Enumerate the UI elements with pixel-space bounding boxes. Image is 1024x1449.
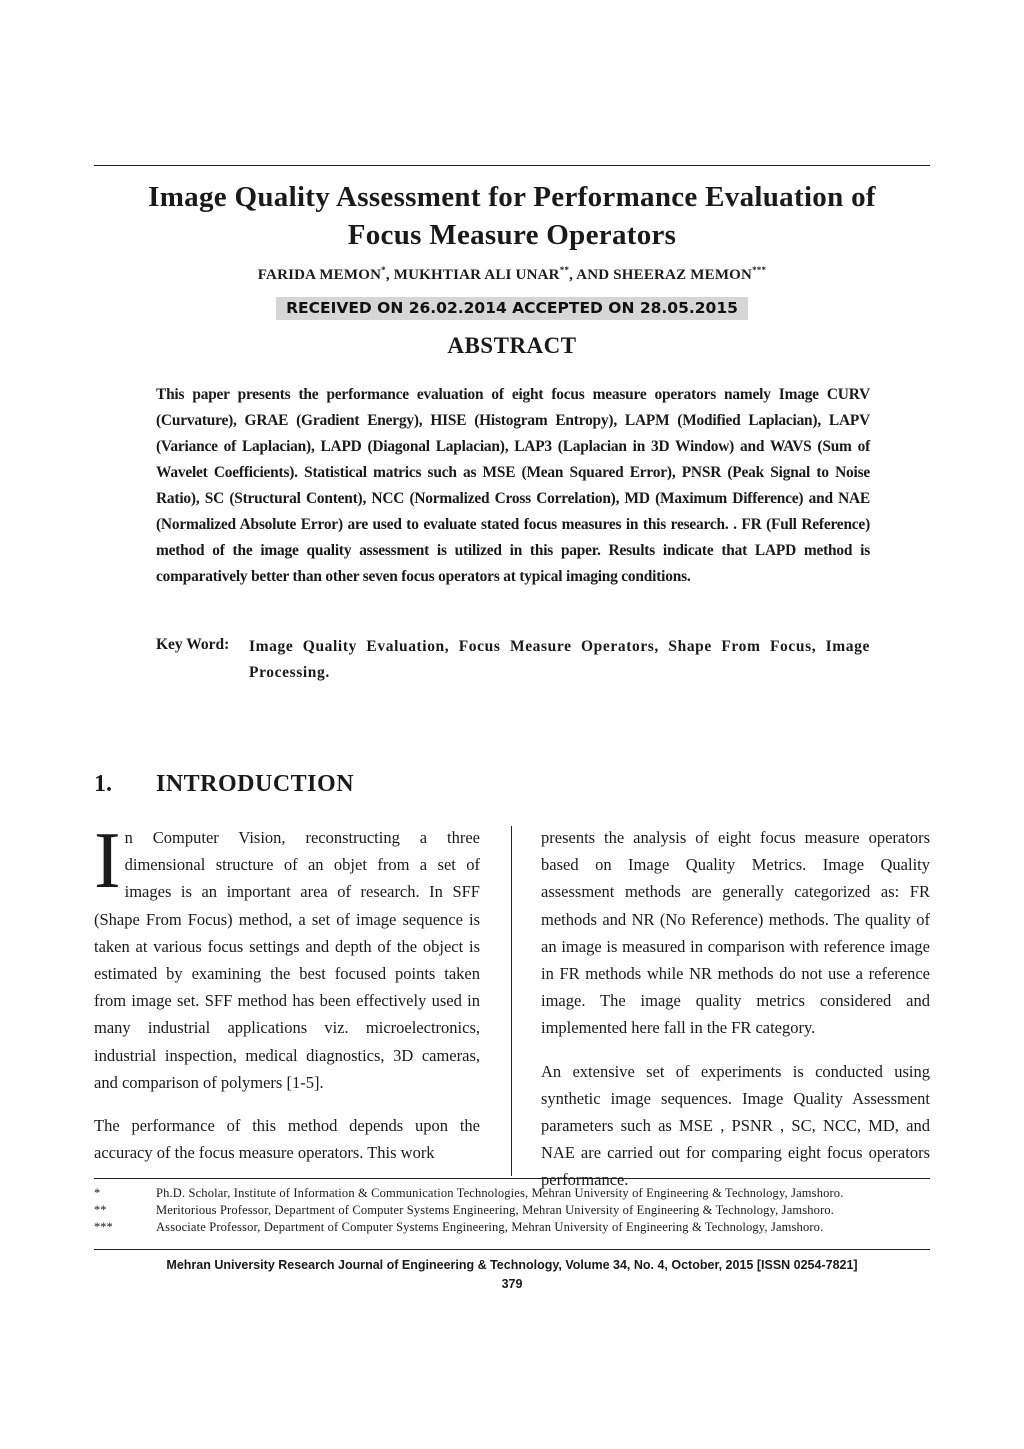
intro-paragraph: An extensive set of experiments is conducted using synthetic image sequences. Image Quality Assessment parameters such as MSE , PSNR , SC, NCC, MD, and NAE are carried out for comparing eight focus operators performance.: [541, 1061, 930, 1190]
footnotes: [94, 1185, 930, 1236]
footnote-text: Meritorious Professor, Department of Computer Systems Engineering, Mehran University of Engineering & Technology, Jamshoro.: [156, 1203, 835, 1217]
footnote-mark: ***: [94, 1220, 113, 1234]
author-list: [94, 265, 930, 284]
intro-paragraph: presents the analysis of eight focus measure operators based on Image Quality Metrics. Image Quality assessment methods are generally categorized as: FR methods and NR (No Reference) methods. The quality of an image is measured in comparison with reference image in FR methods while NR methods do not use a reference image. The image quality metrics considered and implemented here fall in the FR category.: [541, 828, 930, 1038]
intro-paragraph: The performance of this method depends upon the accuracy of the focus measure operators. This work: [94, 1116, 480, 1163]
author-separator: ,: [385, 267, 394, 283]
received-banner: [94, 297, 930, 320]
author-name: SHEERAZ MEMON: [613, 267, 753, 283]
footnote: [94, 1219, 930, 1236]
left-column: [94, 817, 480, 1166]
intro-paragraph: [94, 817, 480, 1096]
drop-cap: I: [94, 817, 121, 905]
paper-title: [94, 178, 930, 254]
author-mark: ***: [752, 265, 767, 275]
abstract-text: This paper presents the performance evaluation of eight focus measure operators namely Image CURV (Curvature), GRAE (Gradient Energy), HISE (Histogram Entropy), LAPM (Modified Laplacian), LAPV (Variance of Laplacian), LAPD (Diagonal Laplacian), LAP3 (Laplacian in 3D Window) and WAVS (Sum of Wavelet Coefficients). Statistical matrics such as MSE (Mean Squared Error), PNSR (Peak Signal to Noise Ratio), SC (Structural Content), NCC (Normalized Cross Correlation), MD (Maximum Difference) and NAE (Normalized Absolute Error) are used to evaluate stated focus measures in this research. . FR (Full Reference) method of the image quality assessment is utilized in this paper. Results indicate that LAPD method is comparatively better than other seven focus operators at typical imaging conditions.: [156, 386, 870, 585]
keywords-text: Image Quality Evaluation, Focus Measure Operators, Shape From Focus, Image Processing.: [249, 638, 870, 681]
right-column: [541, 824, 930, 1194]
title-line-2: Focus Measure Operators: [347, 219, 677, 251]
title-line-1: Image Quality Assessment for Performance Evaluation of: [148, 181, 876, 213]
author-name: FARIDA MEMON: [257, 267, 382, 283]
received-dates: RECEIVED ON 26.02.2014 ACCEPTED ON 28.05.2015: [276, 297, 748, 320]
top-rule: [94, 165, 930, 166]
keywords-label: Key Word:: [156, 636, 230, 653]
footnote: [94, 1185, 930, 1202]
author-mark: *: [381, 265, 386, 275]
page-number: 379: [501, 1277, 523, 1291]
column-divider: [511, 826, 512, 1176]
intro-paragraph-text: n Computer Vision, reconstructing a three dimensional structure of an objet from a set of images is an important area of research. In SFF (Shape From Focus) method, a set of image sequence is taken at various focus settings and depth of the object is estimated by examining the best focused points taken from image set. SFF method has been effectively used in many industrial applications viz. microelectronics, industrial inspection, medical diagnostics, 3D cameras, and comparison of polymers [1-5].: [94, 828, 480, 1092]
journal-citation: Mehran University Research Journal of Engineering & Technology, Volume 34, No. 4, October, 2015 [ISSN 0254-7821]: [166, 1258, 858, 1272]
footnote-mark: *: [94, 1186, 101, 1200]
author-separator: , AND: [569, 267, 614, 283]
section-title: INTRODUCTION: [156, 771, 355, 797]
abstract-heading: ABSTRACT: [447, 333, 577, 358]
footnote-text: Associate Professor, Department of Computer Systems Engineering, Mehran University of Engineering & Technology, Jamshoro.: [156, 1220, 824, 1234]
bottom-rule: [94, 1249, 930, 1250]
section-number: 1.: [94, 771, 112, 797]
footnote-mark: **: [94, 1203, 107, 1217]
footnote-rule: [94, 1178, 930, 1179]
author-mark: **: [559, 265, 570, 275]
footnote: [94, 1202, 930, 1219]
author-name: MUKHTIAR ALI UNAR: [393, 267, 560, 283]
footnote-text: Ph.D. Scholar, Institute of Information & Communication Technologies, Mehran University of Engineering & Technology, Jamshoro.: [156, 1186, 844, 1200]
